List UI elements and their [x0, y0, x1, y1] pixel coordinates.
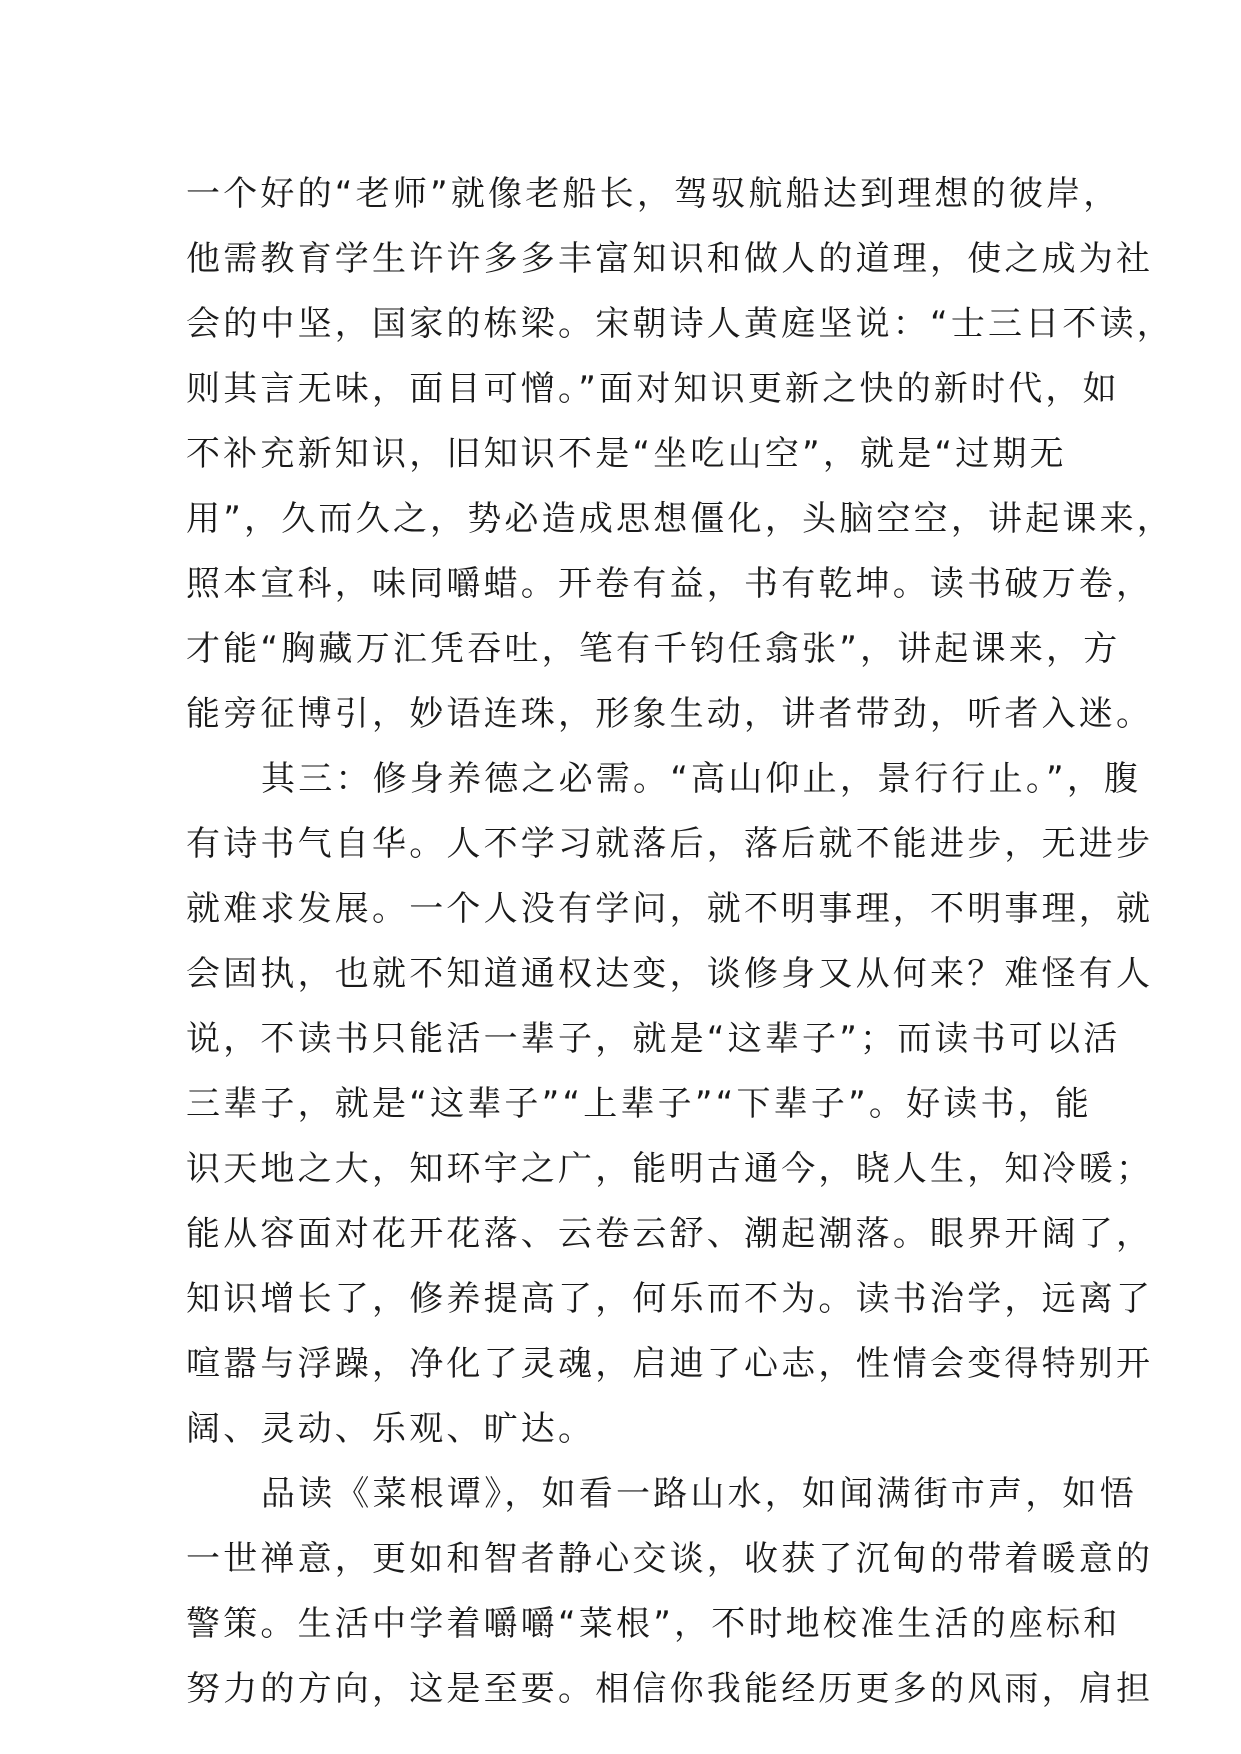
text-line: 其三：修身养德之必需。“高山仰止，景行行止。”，腹 — [261, 759, 1142, 799]
text-line: 他需教育学生许许多多丰富知识和做人的道理，使之成为社 — [186, 239, 1154, 279]
text-line: 就难求发展。一个人没有学问，就不明事理，不明事理，就 — [186, 889, 1154, 929]
text-line: 一个好的“老师”就像老船长，驾驭航船达到理想的彼岸， — [186, 174, 1121, 214]
text-line: 识天地之大，知环宇之广，能明古通今，晓人生，知冷暖； — [186, 1149, 1154, 1189]
text-line: 照本宣科，味同嚼蜡。开卷有益，书有乾坤。读书破万卷， — [186, 564, 1154, 604]
text-line: 用”，久而久之，势必造成思想僵化，头脑空空，讲起课来， — [186, 499, 1175, 539]
text-line: 则其言无味，面目可憎。”面对知识更新之快的新时代，如 — [186, 369, 1120, 409]
paragraph-1 — [186, 162, 1175, 747]
text-line: 品读《菜根谭》，如看一路山水，如闻满街市声，如悟 — [261, 1474, 1137, 1514]
text-line: 会固执，也就不知道通权达变，谈修身又从何来？难怪有人 — [186, 954, 1154, 994]
text-line: 阔、灵动、乐观、旷达。 — [186, 1409, 596, 1449]
text-line: 能从容面对花开花落、云卷云舒、潮起潮落。眼界开阔了， — [186, 1214, 1154, 1254]
text-line: 知识增长了，修养提高了，何乐而不为。读书治学，远离了 — [186, 1279, 1154, 1319]
text-line: 能旁征博引，妙语连珠，形象生动，讲者带劲，听者入迷。 — [186, 694, 1154, 734]
text-line: 喧嚣与浮躁，净化了灵魂，启迪了心志，性情会变得特别开 — [186, 1344, 1154, 1384]
paragraph-3 — [186, 1462, 1154, 1722]
text-line: 说，不读书只能活一辈子，就是“这辈子”；而读书可以活 — [186, 1019, 1121, 1059]
text-line: 一世禅意，更如和智者静心交谈，收获了沉甸的带着暖意的 — [186, 1539, 1154, 1579]
text-line: 三辈子，就是“这辈子”“上辈子”“下辈子”。好读书，能 — [186, 1084, 1093, 1124]
text-line: 有诗书气自华。人不学习就落后，落后就不能进步，无进步 — [186, 824, 1154, 864]
text-line: 才能“胸藏万汇凭吞吐，笔有千钧任翕张”，讲起课来，方 — [186, 629, 1121, 669]
text-line: 努力的方向，这是至要。相信你我能经历更多的风雨，肩担 — [186, 1669, 1154, 1709]
text-line: 警策。生活中学着嚼嚼“菜根”，不时地校准生活的座标和 — [186, 1604, 1121, 1644]
text-line: 会的中坚，国家的栋梁。宋朝诗人黄庭坚说：“士三日不读， — [186, 304, 1175, 344]
body-text — [186, 162, 1175, 1722]
text-line: 不补充新知识，旧知识不是“坐吃山空”，就是“过期无 — [186, 434, 1067, 474]
paragraph-2 — [186, 747, 1154, 1462]
